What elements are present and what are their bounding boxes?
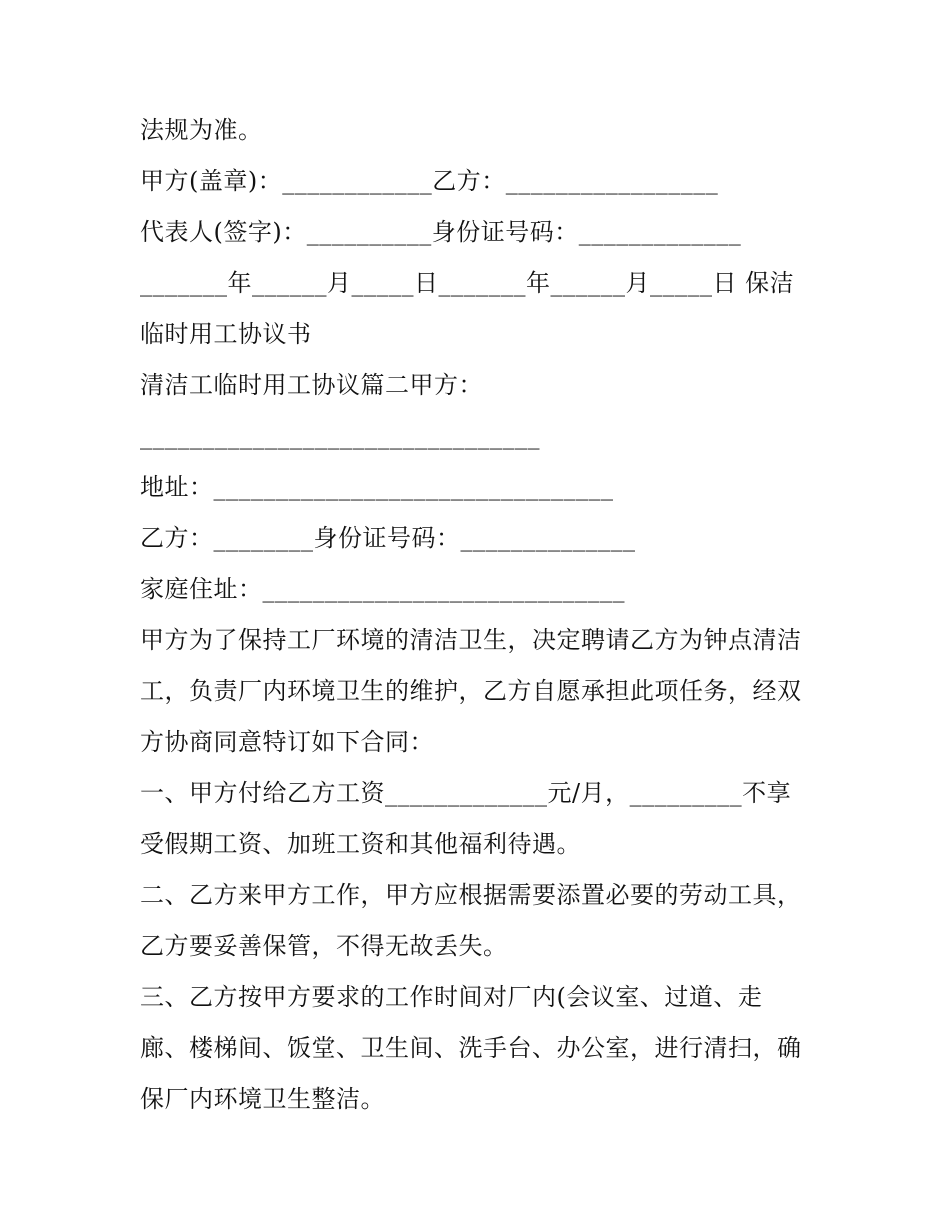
text-line: 代表人(签字)：__________身份证号码：_____________ bbox=[140, 218, 742, 246]
text-line: 家庭住址：_____________________________ bbox=[140, 575, 625, 603]
text-line: 工，负责厂内环境卫生的维护，乙方自愿承担此项任务，经双 bbox=[140, 677, 802, 705]
text-line: 廊、楼梯间、饭堂、卫生间、洗手台、办公室，进行清扫，确 bbox=[140, 1034, 802, 1062]
document-body bbox=[140, 105, 820, 1125]
text-line: 一、甲方付给乙方工资_____________元/月，_________不享 bbox=[140, 779, 792, 807]
text-line: 法规为准。 bbox=[140, 116, 263, 144]
text-line: 三、乙方按甲方要求的工作时间对厂内(会议室、过道、走 bbox=[140, 983, 763, 1011]
text-line: 甲方为了保持工厂环境的清洁卫生，决定聘请乙方为钟点清洁 bbox=[140, 626, 802, 654]
text-line: 地址：________________________________ bbox=[140, 473, 614, 501]
text-line: 乙方要妥善保管，不得无故丢失。 bbox=[140, 932, 508, 960]
text-line: 清洁工临时用工协议篇二甲方： bbox=[140, 371, 483, 399]
text-line: 保厂内环境卫生整洁。 bbox=[140, 1085, 385, 1113]
text-line: ________________________________ bbox=[140, 422, 540, 450]
text-line: 受假期工资、加班工资和其他福利待遇。 bbox=[140, 830, 581, 858]
text-line: 甲方(盖章)：____________乙方：_________________ bbox=[140, 167, 719, 195]
text-line: 二、乙方来甲方工作，甲方应根据需要添置必要的劳动工具， bbox=[140, 881, 802, 909]
text-line: 临时用工协议书 bbox=[140, 320, 312, 348]
text-line: _______年______月_____日_______年______月_____日 保洁 bbox=[140, 269, 795, 297]
text-line: 方协商同意特订如下合同： bbox=[140, 728, 434, 756]
text-line: 乙方：________身份证号码：______________ bbox=[140, 524, 636, 552]
